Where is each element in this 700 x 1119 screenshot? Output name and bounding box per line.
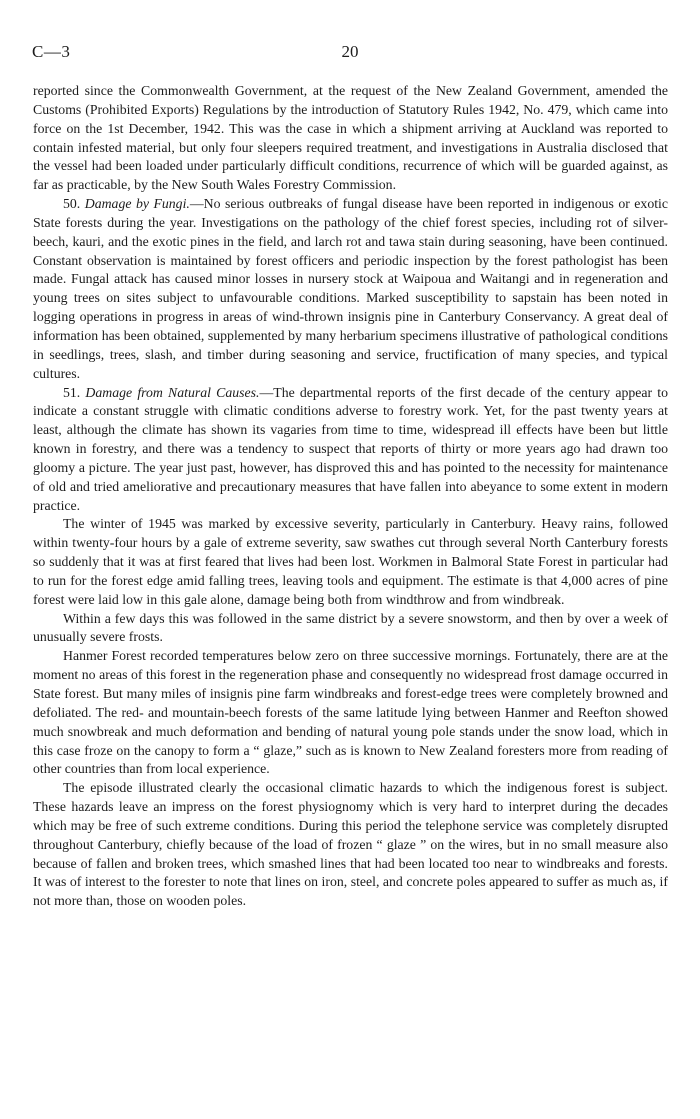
paragraph-text: —The departmental reports of the first decade of the century appear to indicate a constant struggle with climatic conditions adverse to forestry work. Yet, for the past twenty years at least, although the climate has shown its vagaries from time to time, widespread ill effects have been but little known in forestry, and there was a tendency to suspect that reports of thirty or more years ago had drawn too gloomy a picture. The year just past, however, has disproved this and has pointed to the necessity for maintenance of old and tried ameliorative and precautionary measures that have fallen into abeyance to some extent in modern practice. xyxy=(33,384,669,513)
paragraph-winter-1945 xyxy=(33,515,668,609)
paragraph-hanmer-forest xyxy=(33,647,668,779)
paragraph-continuation xyxy=(33,82,668,195)
paragraph-50-damage-by-fungi xyxy=(33,195,668,383)
paragraph-number: 50. xyxy=(63,196,81,212)
paragraph-text: The episode illustrated clearly the occasional climatic hazards to which the indigenous forest is subject. These hazards leave an impress on the forest physiognomy which is very hard to interpret during the decades which may be free of such extreme conditions. During this period the telephone service was completely disrupted throughout Canterbury, chiefly because of the load of frozen “ glaze ” on the wires, but in no small measure also because of fallen and broken trees, which smashed lines that had been located too near to windbreaks and forests. It was of interest to the forester to note that lines on iron, steel, and concrete poles appeared to suffer as much as, if not more than, those on wooden poles. xyxy=(33,780,668,909)
document-code: C—3 xyxy=(32,42,71,61)
paragraph-text: Within a few days this was followed in the same district by a severe snowstorm, and then by over a week of unusually severe frosts. xyxy=(33,610,668,645)
body-text xyxy=(33,82,668,911)
paragraph-text: reported since the Commonwealth Government, at the request of the New Zealand Government, amended the Customs (Prohibited Exports) Regulations by the introduction of Statutory Rules 1942, No. 479, which came into force on the 1st December, 1942. This was the case in which a shipment arriving at Auckland was reported to contain infested material, but only four sleepers required treatment, and investigations in Australia disclosed that the vessel had been loaded under particularly difficult conditions, recurrence of which will be guarded against, as far as practicable, by the New South Wales Forestry Commission. xyxy=(33,83,668,193)
paragraph-text: —No serious outbreaks of fungal disease have been reported in indigenous or exotic State forests during the year. Investigations on the pathology of the chief forest species, including rot of silver-beech, kauri, and the exotic pines in the field, and larch rot and tawa stain during seasoning, have been continued. Constant observation is maintained by forest officers and periodic inspection by the forest pathologist has been made. Fungal attack has caused minor losses in nursery stock at Waipoua and Waitangi and in regeneration and young trees on sites subject to unfavourable conditions. Marked susceptibility to sapstain has been noted in logging operations in progress in areas of wind-thrown insignis pine in Canterbury Conservancy. A great deal of information has been obtained, supplemented by many herbarium specimens illustrative of pathological conditions in seedlings, trees, slash, and timber during seasoning and service, fructification of many species, and typical cultures. xyxy=(33,196,669,381)
section-heading: Damage by Fungi. xyxy=(84,196,190,212)
page-header xyxy=(32,42,668,64)
page-number: 20 xyxy=(341,42,359,61)
paragraph-number: 51. xyxy=(63,384,81,400)
section-heading: Damage from Natural Causes. xyxy=(85,384,260,400)
paragraph-episode xyxy=(33,779,668,911)
paragraph-51-damage-from-natural-causes xyxy=(33,384,668,516)
paragraph-text: The winter of 1945 was marked by excessive severity, particularly in Canterbury. Heavy rains, followed within twenty-four hours by a gale of extreme severity, saw swathes cut through several North Canterbury forests so suddenly that it was at first feared that lives had been lost. Workmen in Balmoral State Forest in particular had to run for the forest edge amid falling trees, leaving tools and equipment. The estimate is that 4,000 acres of pine forest were laid low in this gale alone, damage being both from windthrow and from windbreak. xyxy=(33,516,668,607)
paragraph-snowstorm xyxy=(33,610,668,648)
paragraph-text: Hanmer Forest recorded temperatures below zero on three successive mornings. Fortunately, there are at the moment no areas of this forest in the regeneration phase and consequently no widespread frost damage occurred in State forest. But many miles of insignis pine farm windbreaks and forest-edge trees were completely browned and defoliated. The red- and mountain-beech forests of the same latitude lying between Hanmer and Reefton showed much snowbreak and much deformation and bending of natural young pole stands under the snow load, which in this case froze on the canopy to form a “ glaze,” such as is known to New Zealand foresters more from reading of other countries than from local experience. xyxy=(33,648,668,777)
